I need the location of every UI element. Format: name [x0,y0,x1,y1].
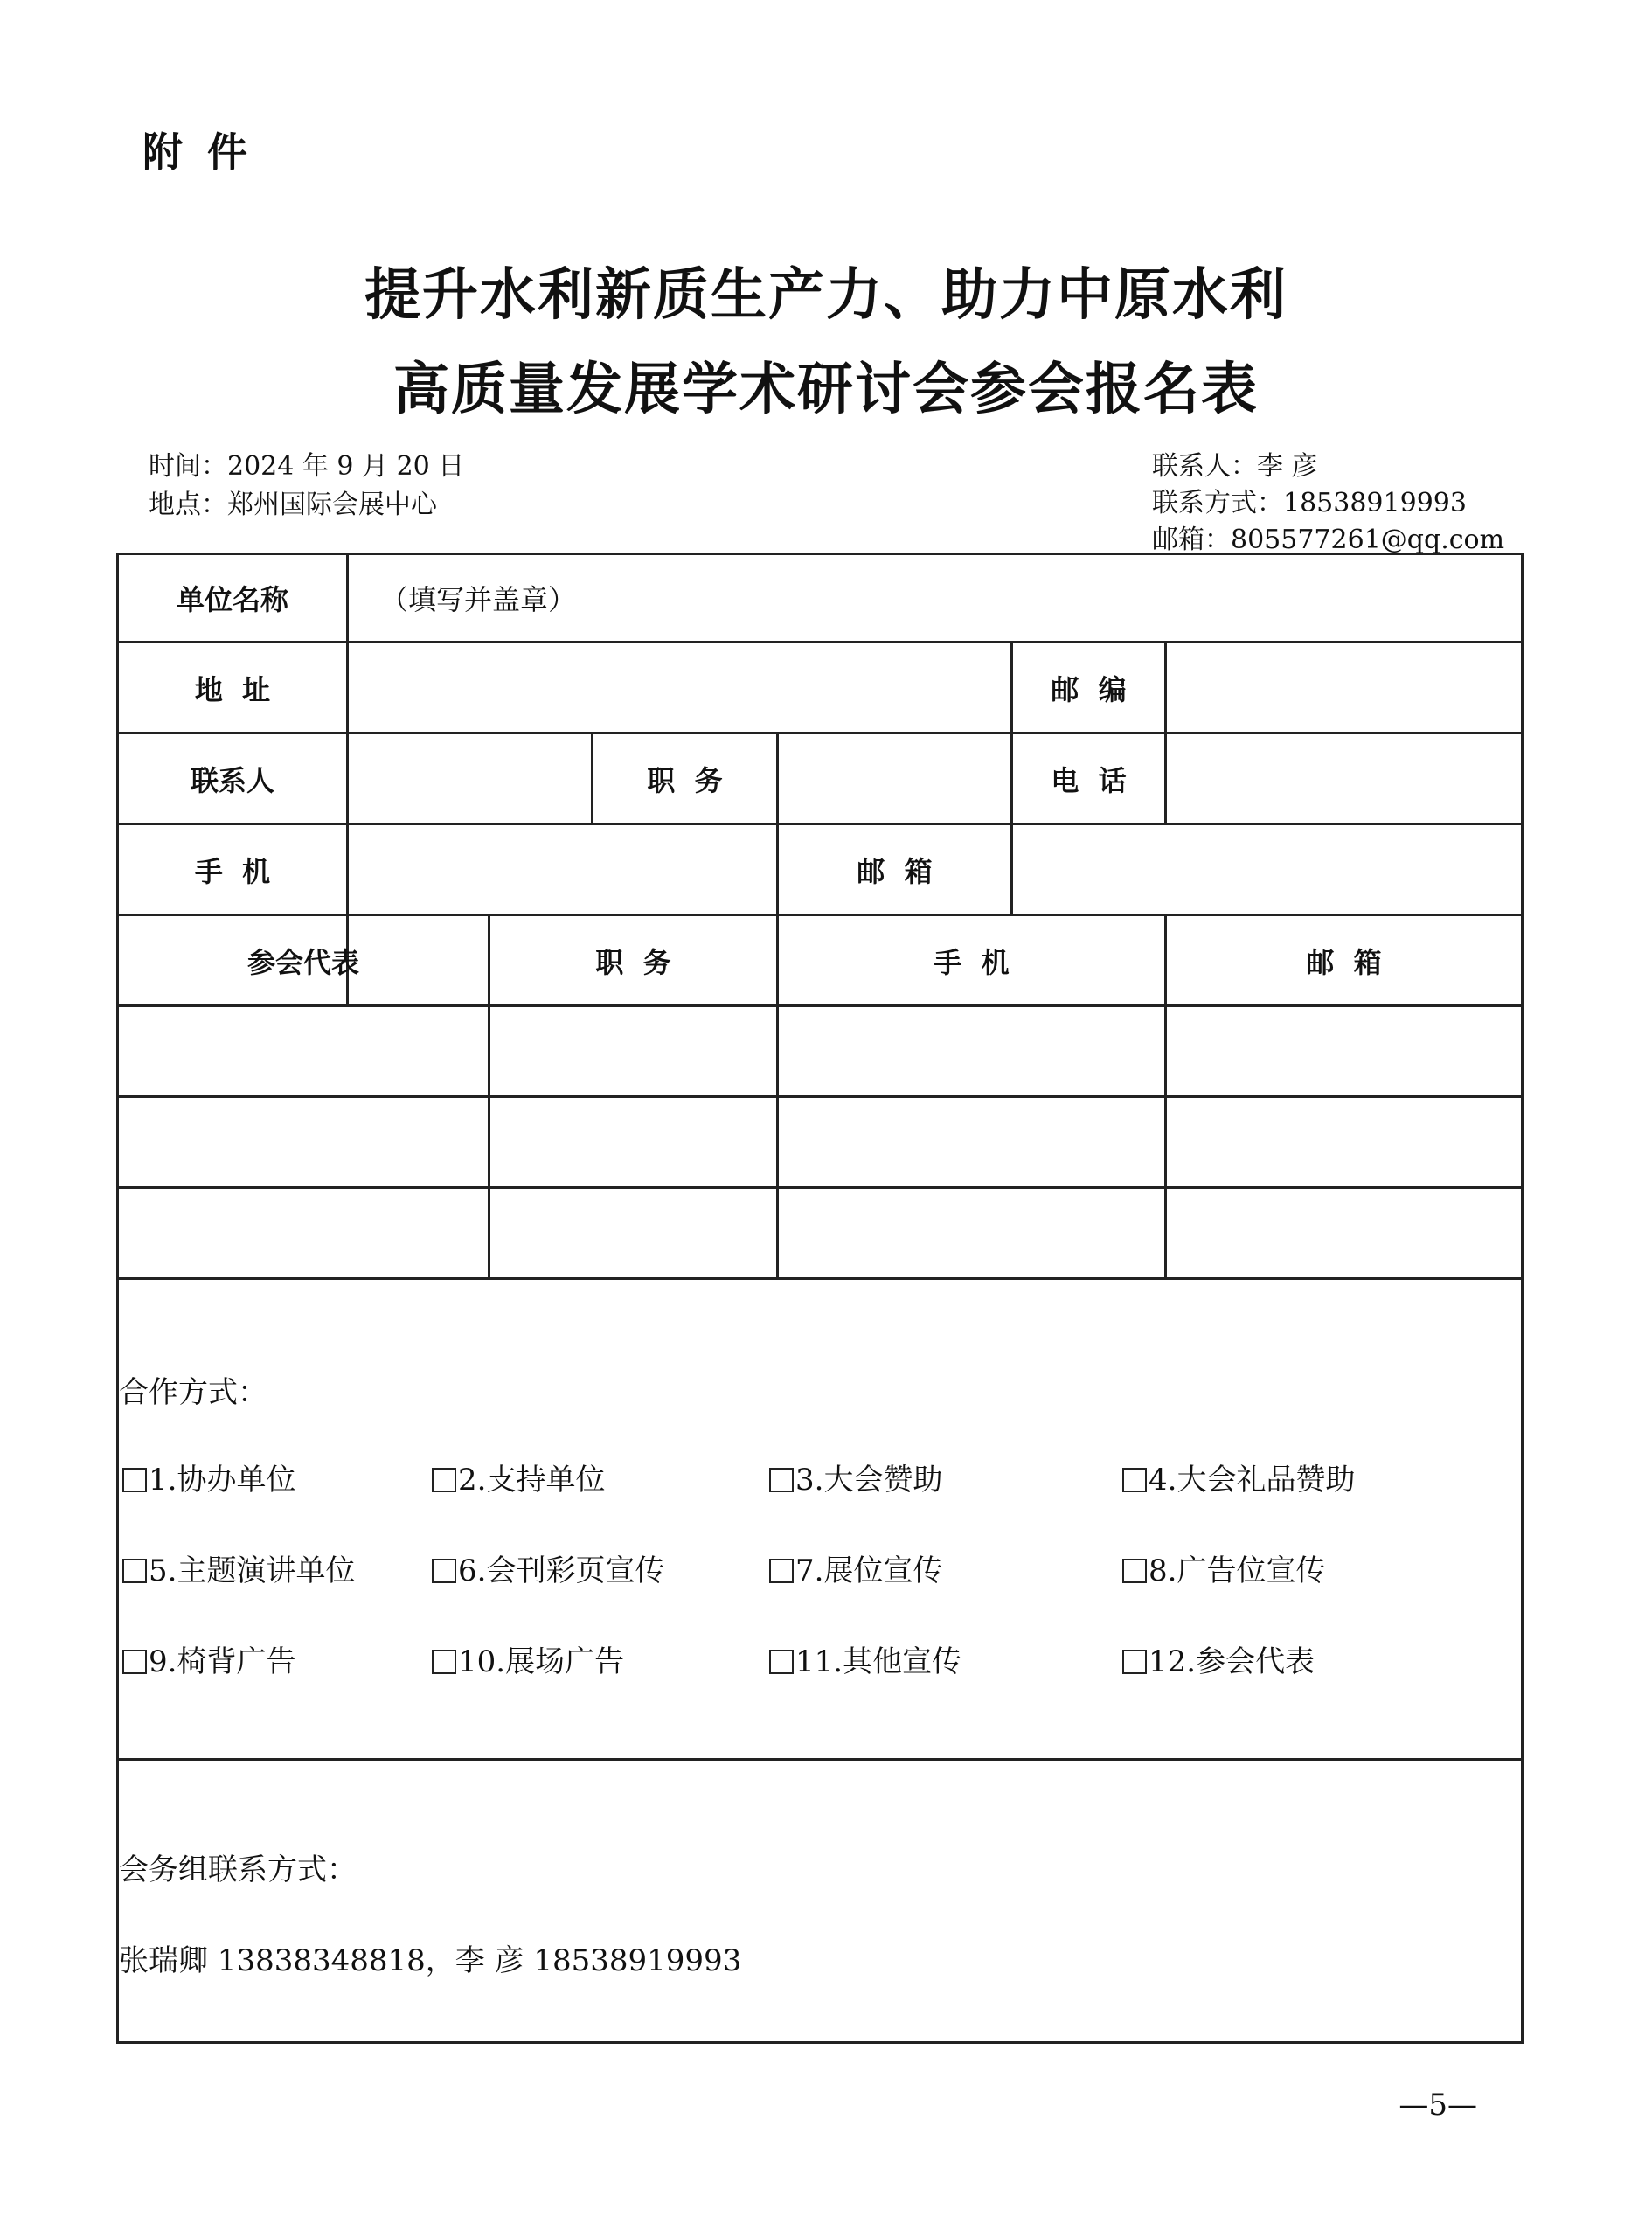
rep-row-3[interactable] [119,1189,1521,1277]
registration-form [116,553,1524,2044]
option-1[interactable] [122,1456,295,1498]
page-number: —5— [1399,2088,1477,2123]
option-4[interactable] [1122,1456,1355,1498]
contact-email: 邮箱：805577261@qq.com [1152,525,1505,555]
option-label: 10.展场广告 [458,1644,625,1679]
address-label: 地 址 [194,672,271,706]
checkbox-icon[interactable] [769,1468,794,1492]
option-label: 8.广告位宣传 [1149,1553,1326,1588]
rep-row-1[interactable] [119,1007,1521,1095]
option-label: 6.会刊彩页宣传 [458,1553,665,1588]
option-label: 4.大会礼品赞助 [1149,1463,1356,1498]
rep-header-position: 职 务 [595,945,671,979]
attachment-label: 附 件 [142,129,253,176]
postcode-label: 邮 编 [1051,672,1127,706]
postcode-field[interactable] [1167,643,1521,732]
rep-header-mobile: 手 机 [934,945,1010,979]
option-label: 2.支持单位 [458,1463,606,1498]
rep-header-name: 参会代表 [246,945,359,979]
unit-name-label: 单位名称 [176,583,288,616]
option-8[interactable] [1122,1546,1325,1589]
option-label: 7.展位宣传 [795,1553,943,1588]
checkbox-icon[interactable] [1122,1468,1147,1492]
secretariat-contacts: 张瑞卿 13838348818，李 彦 18538919993 [119,1943,742,1978]
checkbox-icon[interactable] [432,1468,456,1492]
mobile-field[interactable] [349,825,776,914]
meeting-place: 地点：郑州国际会展中心 [149,490,437,520]
checkbox-icon[interactable] [432,1559,456,1583]
option-10[interactable] [432,1637,624,1680]
rep-row-2[interactable] [119,1098,1521,1186]
contact-label: 联系人 [190,763,274,797]
option-7[interactable] [769,1546,942,1589]
contact-field[interactable] [349,734,591,823]
unit-name-field[interactable]: （填写并盖章） [380,583,577,616]
phone-label: 电 话 [1051,763,1127,797]
form-title-line-2: 高质量发展学术研讨会参会报名表 [393,358,1259,422]
option-3[interactable] [769,1456,942,1498]
option-6[interactable] [432,1546,664,1589]
option-5[interactable] [122,1546,355,1589]
form-title-line-1: 提升水利新质生产力、助力中原水利 [364,263,1288,328]
checkbox-icon[interactable] [769,1650,794,1674]
option-label: 9.椅背广告 [149,1644,296,1679]
option-label: 5.主题演讲单位 [149,1553,356,1588]
option-label: 3.大会赞助 [795,1463,943,1498]
option-11[interactable] [769,1637,961,1680]
option-2[interactable] [432,1456,605,1498]
option-label: 11.其他宣传 [795,1644,962,1679]
checkbox-icon[interactable] [1122,1559,1147,1583]
position-field[interactable] [779,734,1010,823]
option-label: 12.参会代表 [1149,1644,1315,1679]
option-9[interactable] [122,1637,295,1680]
email-label: 邮 箱 [857,854,933,888]
checkbox-icon[interactable] [122,1650,147,1674]
secretariat-label: 会务组联系方式： [119,1852,357,1887]
meeting-time: 时间：2024 年 9 月 20 日 [149,451,465,482]
rep-header-email: 邮 箱 [1306,945,1382,979]
checkbox-icon[interactable] [769,1559,794,1583]
checkbox-icon[interactable] [122,1468,147,1492]
mobile-label: 手 机 [194,854,271,888]
option-12[interactable] [1122,1637,1315,1680]
option-label: 1.协办单位 [149,1463,296,1498]
checkbox-icon[interactable] [1122,1650,1147,1674]
phone-field[interactable] [1167,734,1521,823]
email-field[interactable] [1013,825,1521,914]
contact-phone: 联系方式：18538919993 [1152,488,1467,518]
cooperation-label: 合作方式： [119,1375,267,1410]
checkbox-icon[interactable] [122,1559,147,1583]
contact-person: 联系人：李 彦 [1152,451,1318,482]
checkbox-icon[interactable] [432,1650,456,1674]
address-field[interactable] [349,643,1010,732]
position-label: 职 务 [647,763,723,797]
